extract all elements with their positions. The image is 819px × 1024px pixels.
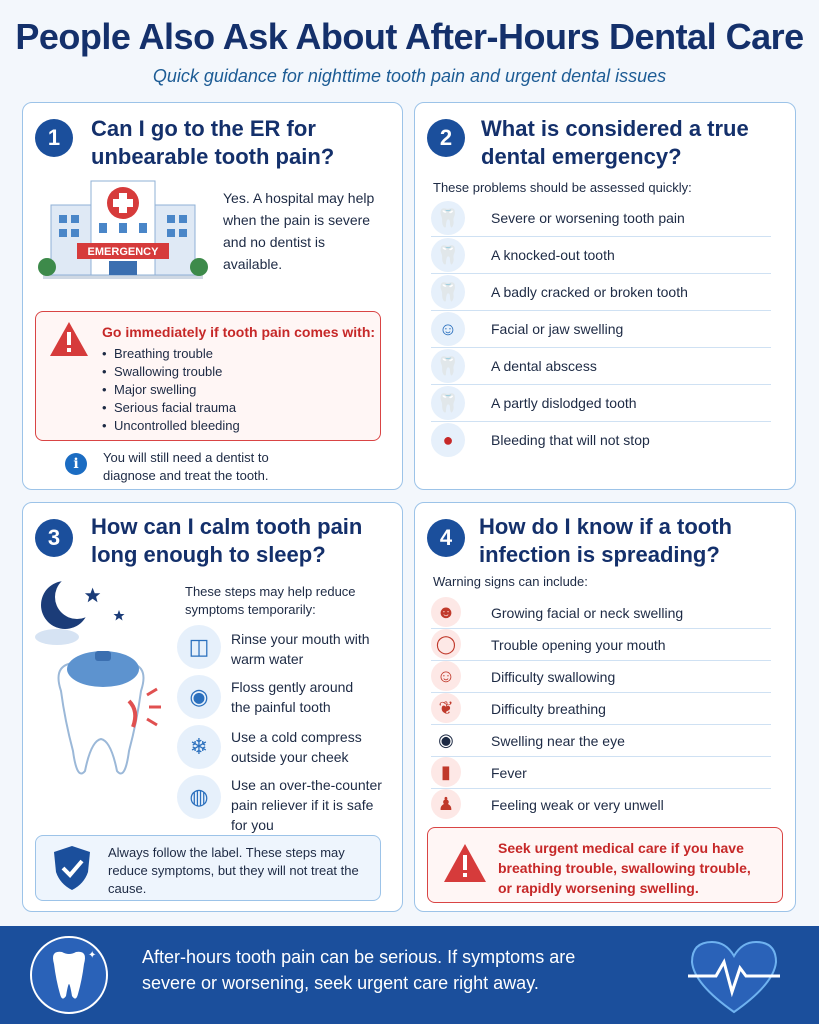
warning-icon xyxy=(442,842,488,884)
snowflake-icon: ❄ xyxy=(177,725,221,769)
moon-and-stars-icon xyxy=(31,575,131,651)
step-label: Rinse your mouth with warm water xyxy=(231,631,370,667)
eye-icon: ◉ xyxy=(431,725,461,755)
abscess-tooth-icon: 🦷 xyxy=(431,349,465,383)
emergency-intro: These problems should be assessed quickly: xyxy=(433,180,692,195)
er-alert-box xyxy=(35,311,381,441)
floss-icon: ◉ xyxy=(177,675,221,719)
list-item xyxy=(431,386,771,422)
er-answer: Yes. A hospital may help when the pain is severe and no dentist is available. xyxy=(223,190,375,272)
step-label: Floss gently around the painful tooth xyxy=(231,679,354,715)
infection-alert-box xyxy=(427,827,783,903)
emergency-sign: EMERGENCY xyxy=(87,246,159,258)
cracked-tooth-icon: 🦷 xyxy=(431,275,465,309)
calm-note: Always follow the label. These steps may reduce symptoms, but they will not treat the cause. xyxy=(108,845,359,896)
list-item-label: Difficulty swallowing xyxy=(491,669,616,685)
alert-item: • Serious facial trauma xyxy=(114,400,236,415)
swollen-face-icon: ☺ xyxy=(431,312,465,346)
infection-intro: Warning signs can include: xyxy=(433,574,588,589)
step-label: Use a cold compress outside your cheek xyxy=(231,729,362,765)
header xyxy=(0,0,819,100)
alert-title: Go immediately if tooth pain comes with: xyxy=(102,324,376,340)
pill-icon: ◍ xyxy=(177,775,221,819)
card-title: What is considered a true dental emergency? xyxy=(481,116,749,169)
card-number: 3 xyxy=(35,519,73,557)
heart-pulse-icon xyxy=(684,936,784,1016)
list-item xyxy=(431,238,771,274)
unwell-person-icon: ♟ xyxy=(431,789,461,819)
card-title: Can I go to the ER for unbearable tooth pain? xyxy=(91,116,335,169)
list-item xyxy=(431,275,771,311)
water-glass-icon: ◫ xyxy=(177,625,221,669)
list-item xyxy=(431,661,771,693)
list-item-label: Difficulty breathing xyxy=(491,701,606,717)
list-item-label: Bleeding that will not stop xyxy=(491,432,650,448)
list-item-label: Facial or jaw swelling xyxy=(491,321,624,337)
alert-item: • Major swelling xyxy=(114,382,196,397)
list-item-label: Severe or worsening tooth pain xyxy=(491,210,685,226)
page-subtitle: Quick guidance for nighttime tooth pain and urgent dental issues xyxy=(152,66,667,86)
knocked-out-tooth-icon: 🦷 xyxy=(431,238,465,272)
list-item xyxy=(431,597,771,629)
list-item xyxy=(431,201,771,237)
card-number: 1 xyxy=(35,119,73,157)
list-item-label: Trouble opening your mouth xyxy=(491,637,666,653)
infection-alert-text: Seek urgent medical care if you have breathing trouble, swallowing trouble, or rapidly worsening swelling. xyxy=(498,840,751,896)
list-item xyxy=(431,312,771,348)
alert-item: • Breathing trouble xyxy=(114,346,213,361)
list-item-label: Feeling weak or very unwell xyxy=(491,797,664,813)
calm-note-box xyxy=(35,835,381,901)
list-item xyxy=(431,349,771,385)
tooth-badge-icon xyxy=(28,934,110,1016)
alert-item: • Uncontrolled bleeding xyxy=(114,418,240,433)
card-title: How do I know if a tooth infection is spreading? xyxy=(479,514,732,567)
step-label: Use an over-the-counter pain reliever if it is safe for you xyxy=(231,777,382,833)
loose-tooth-icon: 🦷 xyxy=(431,386,465,420)
list-item-label: Swelling near the eye xyxy=(491,733,625,749)
throat-icon: ☺ xyxy=(431,661,461,691)
tooth-pain-icon: 🦷 xyxy=(431,201,465,235)
mouth-icon: ◯ xyxy=(431,629,461,659)
shield-check-icon xyxy=(52,844,92,892)
card-dental-emergency xyxy=(414,102,796,490)
list-item xyxy=(431,725,771,757)
list-item-label: Growing facial or neck swelling xyxy=(491,605,684,621)
list-item-label: Fever xyxy=(491,765,527,781)
alert-item: • Swallowing trouble xyxy=(114,364,222,379)
blood-drop-icon: ● xyxy=(431,423,465,457)
card-number: 2 xyxy=(427,119,465,157)
neck-swelling-icon: ☻ xyxy=(431,597,461,627)
er-note: You will still need a dentist to diagnose and treat the tooth. xyxy=(103,450,269,483)
hospital-icon xyxy=(33,177,213,301)
card-infection-spreading xyxy=(414,502,796,912)
footer-text: After-hours tooth pain can be serious. If symptoms are severe or worsening, seek urgent care right away. xyxy=(142,947,576,993)
warning-icon xyxy=(48,320,90,358)
tooth-with-ice-pack-icon xyxy=(41,651,171,791)
card-er-tooth-pain xyxy=(22,102,403,490)
list-item xyxy=(431,757,771,789)
svg-text:✦: ✦ xyxy=(88,950,97,961)
info-icon: i xyxy=(65,453,87,475)
card-calm-pain xyxy=(22,502,403,912)
thermometer-icon: ▮ xyxy=(431,757,461,787)
calm-intro: These steps may help reduce symptoms temporarily: xyxy=(185,584,356,617)
list-item-label: A badly cracked or broken tooth xyxy=(491,284,688,300)
list-item-label: A partly dislodged tooth xyxy=(491,395,637,411)
page-title: People Also Ask About After-Hours Dental Care xyxy=(15,16,804,57)
list-item-label: A dental abscess xyxy=(491,358,597,374)
list-item-label: A knocked-out tooth xyxy=(491,247,615,263)
card-number: 4 xyxy=(427,519,465,557)
list-item xyxy=(431,693,771,725)
list-item xyxy=(431,423,771,459)
lungs-icon: ❦ xyxy=(431,693,461,723)
list-item xyxy=(431,789,771,821)
footer-banner xyxy=(0,926,819,1024)
card-title: How can I calm tooth pain long enough to sleep? xyxy=(91,514,363,567)
list-item xyxy=(431,629,771,661)
